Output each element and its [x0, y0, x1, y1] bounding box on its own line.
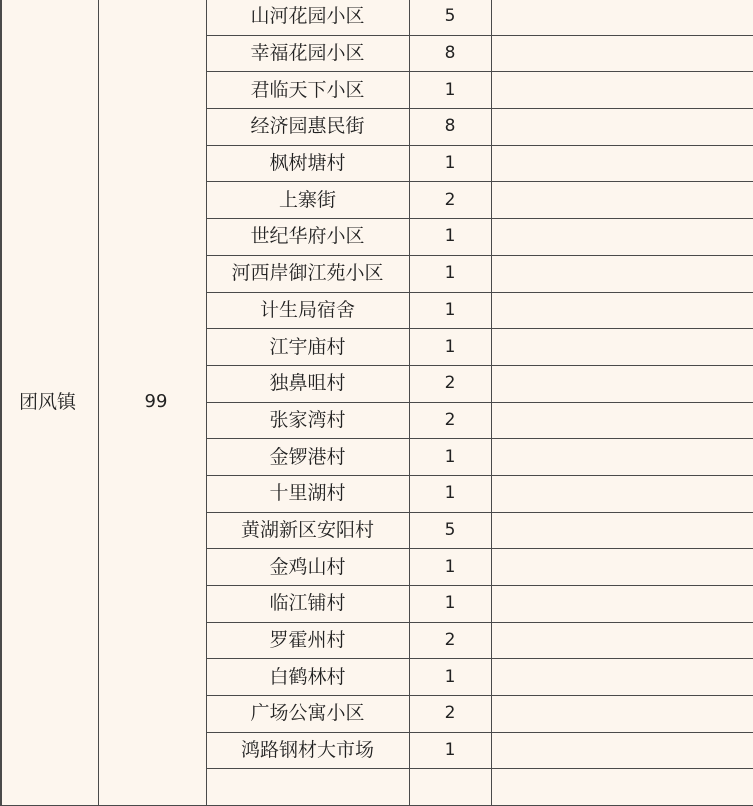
case-count-cell: 2: [409, 622, 491, 659]
case-count-cell: 1: [409, 219, 491, 256]
place-name-cell: 临江铺村: [206, 586, 409, 623]
place-name-cell: 鸿路钢材大市场: [206, 732, 409, 769]
case-count-cell: 1: [409, 586, 491, 623]
remark-cell: [491, 219, 753, 256]
place-name-cell: 幸福花园小区: [206, 35, 409, 72]
remark-cell: [491, 145, 753, 182]
case-count-cell: 1: [409, 439, 491, 476]
case-count-cell: 1: [409, 549, 491, 586]
remark-cell: [491, 292, 753, 329]
remark-cell: [491, 329, 753, 366]
remark-cell: [491, 769, 753, 806]
case-count-cell: 1: [409, 255, 491, 292]
case-count-cell: 2: [409, 365, 491, 402]
case-count-cell: 2: [409, 182, 491, 219]
case-count-cell: 1: [409, 292, 491, 329]
remark-cell: [491, 402, 753, 439]
remark-cell: [491, 109, 753, 146]
case-count-cell: [409, 769, 491, 806]
place-name-cell: 经济园惠民街: [206, 109, 409, 146]
remark-cell: [491, 0, 753, 35]
remark-cell: [491, 696, 753, 733]
case-count-cell: 2: [409, 402, 491, 439]
remark-cell: [491, 622, 753, 659]
table-row: [1, 0, 753, 35]
case-count-cell: 1: [409, 72, 491, 109]
place-name-cell: 江宇庙村: [206, 329, 409, 366]
case-count-cell: 5: [409, 0, 491, 35]
town-name-cell: 团风镇: [1, 0, 98, 806]
place-name-cell: 世纪华府小区: [206, 219, 409, 256]
place-name-cell: 山河花园小区: [206, 0, 409, 35]
place-name-cell: 张家湾村: [206, 402, 409, 439]
case-count-cell: 8: [409, 35, 491, 72]
remark-cell: [491, 72, 753, 109]
remark-cell: [491, 439, 753, 476]
place-name-cell: 独鼻咀村: [206, 365, 409, 402]
place-name-cell: 上寨街: [206, 182, 409, 219]
remark-cell: [491, 35, 753, 72]
place-name-cell: 计生局宿舍: [206, 292, 409, 329]
remark-cell: [491, 659, 753, 696]
place-name-cell: 十里湖村: [206, 475, 409, 512]
case-count-cell: 1: [409, 659, 491, 696]
case-count-cell: 5: [409, 512, 491, 549]
place-name-cell: 君临天下小区: [206, 72, 409, 109]
case-count-cell: 1: [409, 732, 491, 769]
place-name-cell: [206, 769, 409, 806]
place-name-cell: 黄湖新区安阳村: [206, 512, 409, 549]
case-count-cell: 2: [409, 696, 491, 733]
remark-cell: [491, 475, 753, 512]
remark-cell: [491, 182, 753, 219]
place-name-cell: 金鸡山村: [206, 549, 409, 586]
place-name-cell: 枫树塘村: [206, 145, 409, 182]
town-total-cell: 99: [98, 0, 206, 806]
remark-cell: [491, 512, 753, 549]
case-table-body: [1, 0, 753, 806]
place-name-cell: 金锣港村: [206, 439, 409, 476]
remark-cell: [491, 255, 753, 292]
remark-cell: [491, 549, 753, 586]
case-count-cell: 1: [409, 329, 491, 366]
place-name-cell: 河西岸御江苑小区: [206, 255, 409, 292]
case-count-cell: 1: [409, 475, 491, 512]
place-name-cell: 白鹤林村: [206, 659, 409, 696]
place-name-cell: 广场公寓小区: [206, 696, 409, 733]
remark-cell: [491, 365, 753, 402]
remark-cell: [491, 586, 753, 623]
place-name-cell: 罗霍州村: [206, 622, 409, 659]
case-count-cell: 1: [409, 145, 491, 182]
case-count-cell: 8: [409, 109, 491, 146]
remark-cell: [491, 732, 753, 769]
